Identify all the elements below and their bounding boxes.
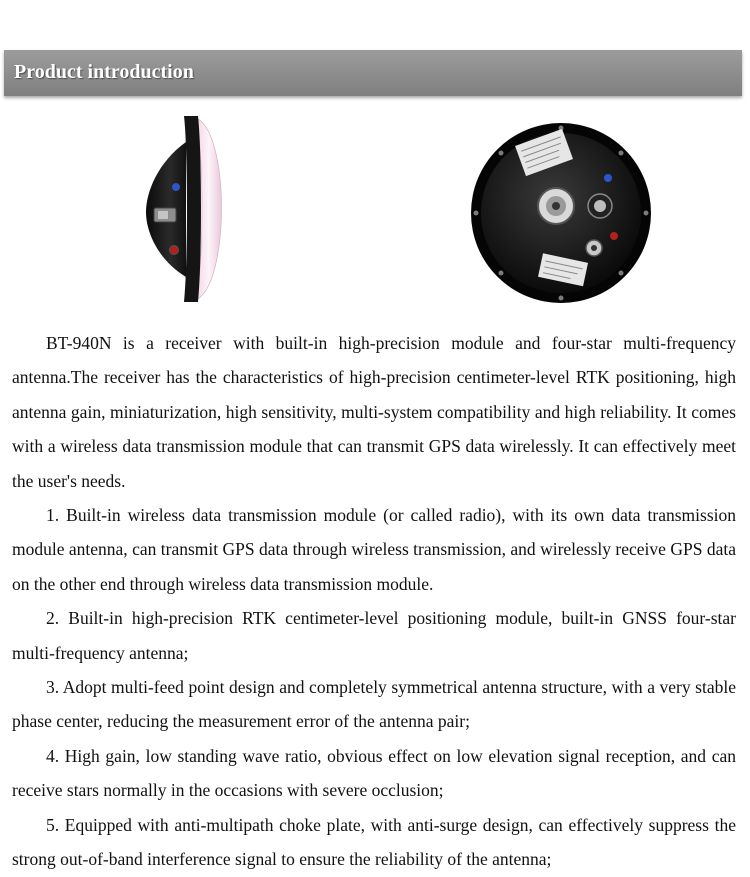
antenna-bottom-view-image bbox=[468, 120, 654, 306]
feature-paragraph-3: 3. Adopt multi-feed point design and completely symmetrical antenna structure, with a very stable phase center, reducing the measurement error of the antenna pair; bbox=[12, 677, 736, 732]
section-title: Product introduction bbox=[14, 61, 194, 83]
section-header-bar bbox=[4, 50, 742, 96]
feature-paragraph-2: 2. Built-in high-precision RTK centimeter-level positioning module, built-in GNSS four-star multi-frequency antenna; bbox=[12, 608, 736, 663]
feature-paragraph-4: 4. High gain, low standing wave ratio, obvious effect on low elevation signal reception, and can receive stars normally in the occasions with severe occlusion; bbox=[12, 745, 736, 801]
product-description bbox=[12, 326, 736, 877]
intro-paragraph: BT-940N is a receiver with built-in high-precision module and four-star multi-frequency antenna.The receiver has the characteristics of high-precision centimeter-level RTK positioning, high antenna gain, miniaturization, high sensitivity, multi-system compatibility and high reliability. It comes with a wireless data transmission module that can transmit GPS data wirelessly. It can effectively meet the user's needs. bbox=[12, 333, 736, 491]
feature-paragraph-5: 5. Equipped with anti-multipath choke plate, with anti-surge design, can effectively suppress the strong out-of-band interference signal to ensure the reliability of the antenna; bbox=[12, 814, 736, 870]
antenna-side-view-image bbox=[138, 112, 230, 304]
feature-paragraph-1: 1. Built-in wireless data transmission module (or called radio), with its own data transmission module antenna, can transmit GPS data through wireless transmission, and wirelessly receive GPS data on the other end through wireless data transmission module. bbox=[12, 505, 736, 594]
